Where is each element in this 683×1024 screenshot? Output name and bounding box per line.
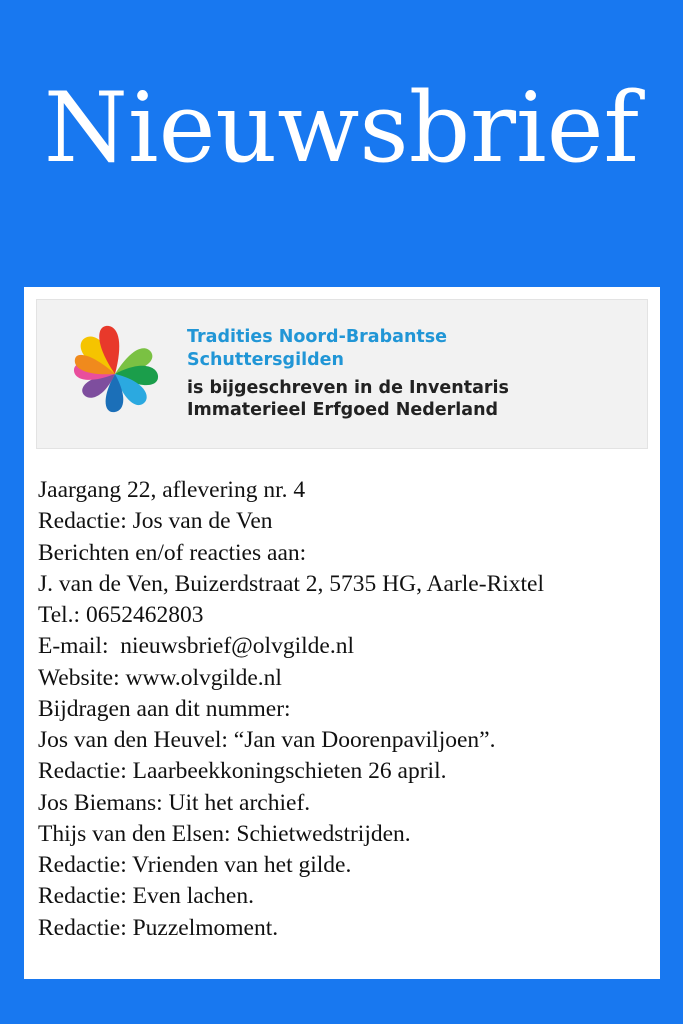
colophon-line: J. van de Ven, Buizerdstraat 2, 5735 HG, Aarle-Rixtel: [38, 570, 545, 597]
colophon-line: Tel.: 0652462803: [38, 602, 204, 628]
colophon-line-website: Website: www.olvgilde.nl: [38, 664, 282, 691]
colophon-line: Redactie: Vrienden van het gilde.: [38, 852, 352, 878]
badge-line-3: is bijgeschreven in de Inventaris: [187, 377, 509, 398]
badge-line-2: Schuttersgilden: [187, 349, 344, 370]
colophon-line: Jos van den Heuvel: “Jan van Doorenpaviljoen”.: [38, 727, 496, 753]
title-band: [0, 0, 683, 266]
badge-text-block: [179, 326, 509, 422]
colophon-line-email: E-mail: nieuwsbrief@olvgilde.nl: [38, 633, 354, 660]
badge-line-1: Tradities Noord-Brabantse: [187, 327, 448, 347]
colophon-text: [24, 449, 660, 944]
badge-line-4: Immaterieel Erfgoed Nederland: [187, 400, 499, 421]
info-card: [24, 287, 660, 979]
colophon-line: Redactie: Laarbeekkoningschieten 26 april.: [38, 758, 447, 785]
colophon-line: Redactie: Jos van de Ven: [38, 508, 273, 535]
heritage-badge: [36, 299, 648, 449]
colophon-line: Redactie: Puzzelmoment.: [38, 914, 279, 941]
colophon-line: Berichten en/of reacties aan:: [38, 539, 307, 566]
colophon-line: Redactie: Even lachen.: [38, 883, 254, 910]
colophon-line: Jos Biemans: Uit het archief.: [38, 789, 311, 816]
colophon-line: Bijdragen aan dit nummer:: [38, 695, 291, 722]
colophon-line: Jaargang 22, aflevering nr. 4: [38, 477, 306, 503]
immaterieel-erfgoed-color-fan-logo: [51, 314, 179, 434]
page-title: Nieuwsbrief: [43, 72, 640, 184]
colophon-line: Thijs van den Elsen: Schietwedstrijden.: [38, 820, 411, 847]
